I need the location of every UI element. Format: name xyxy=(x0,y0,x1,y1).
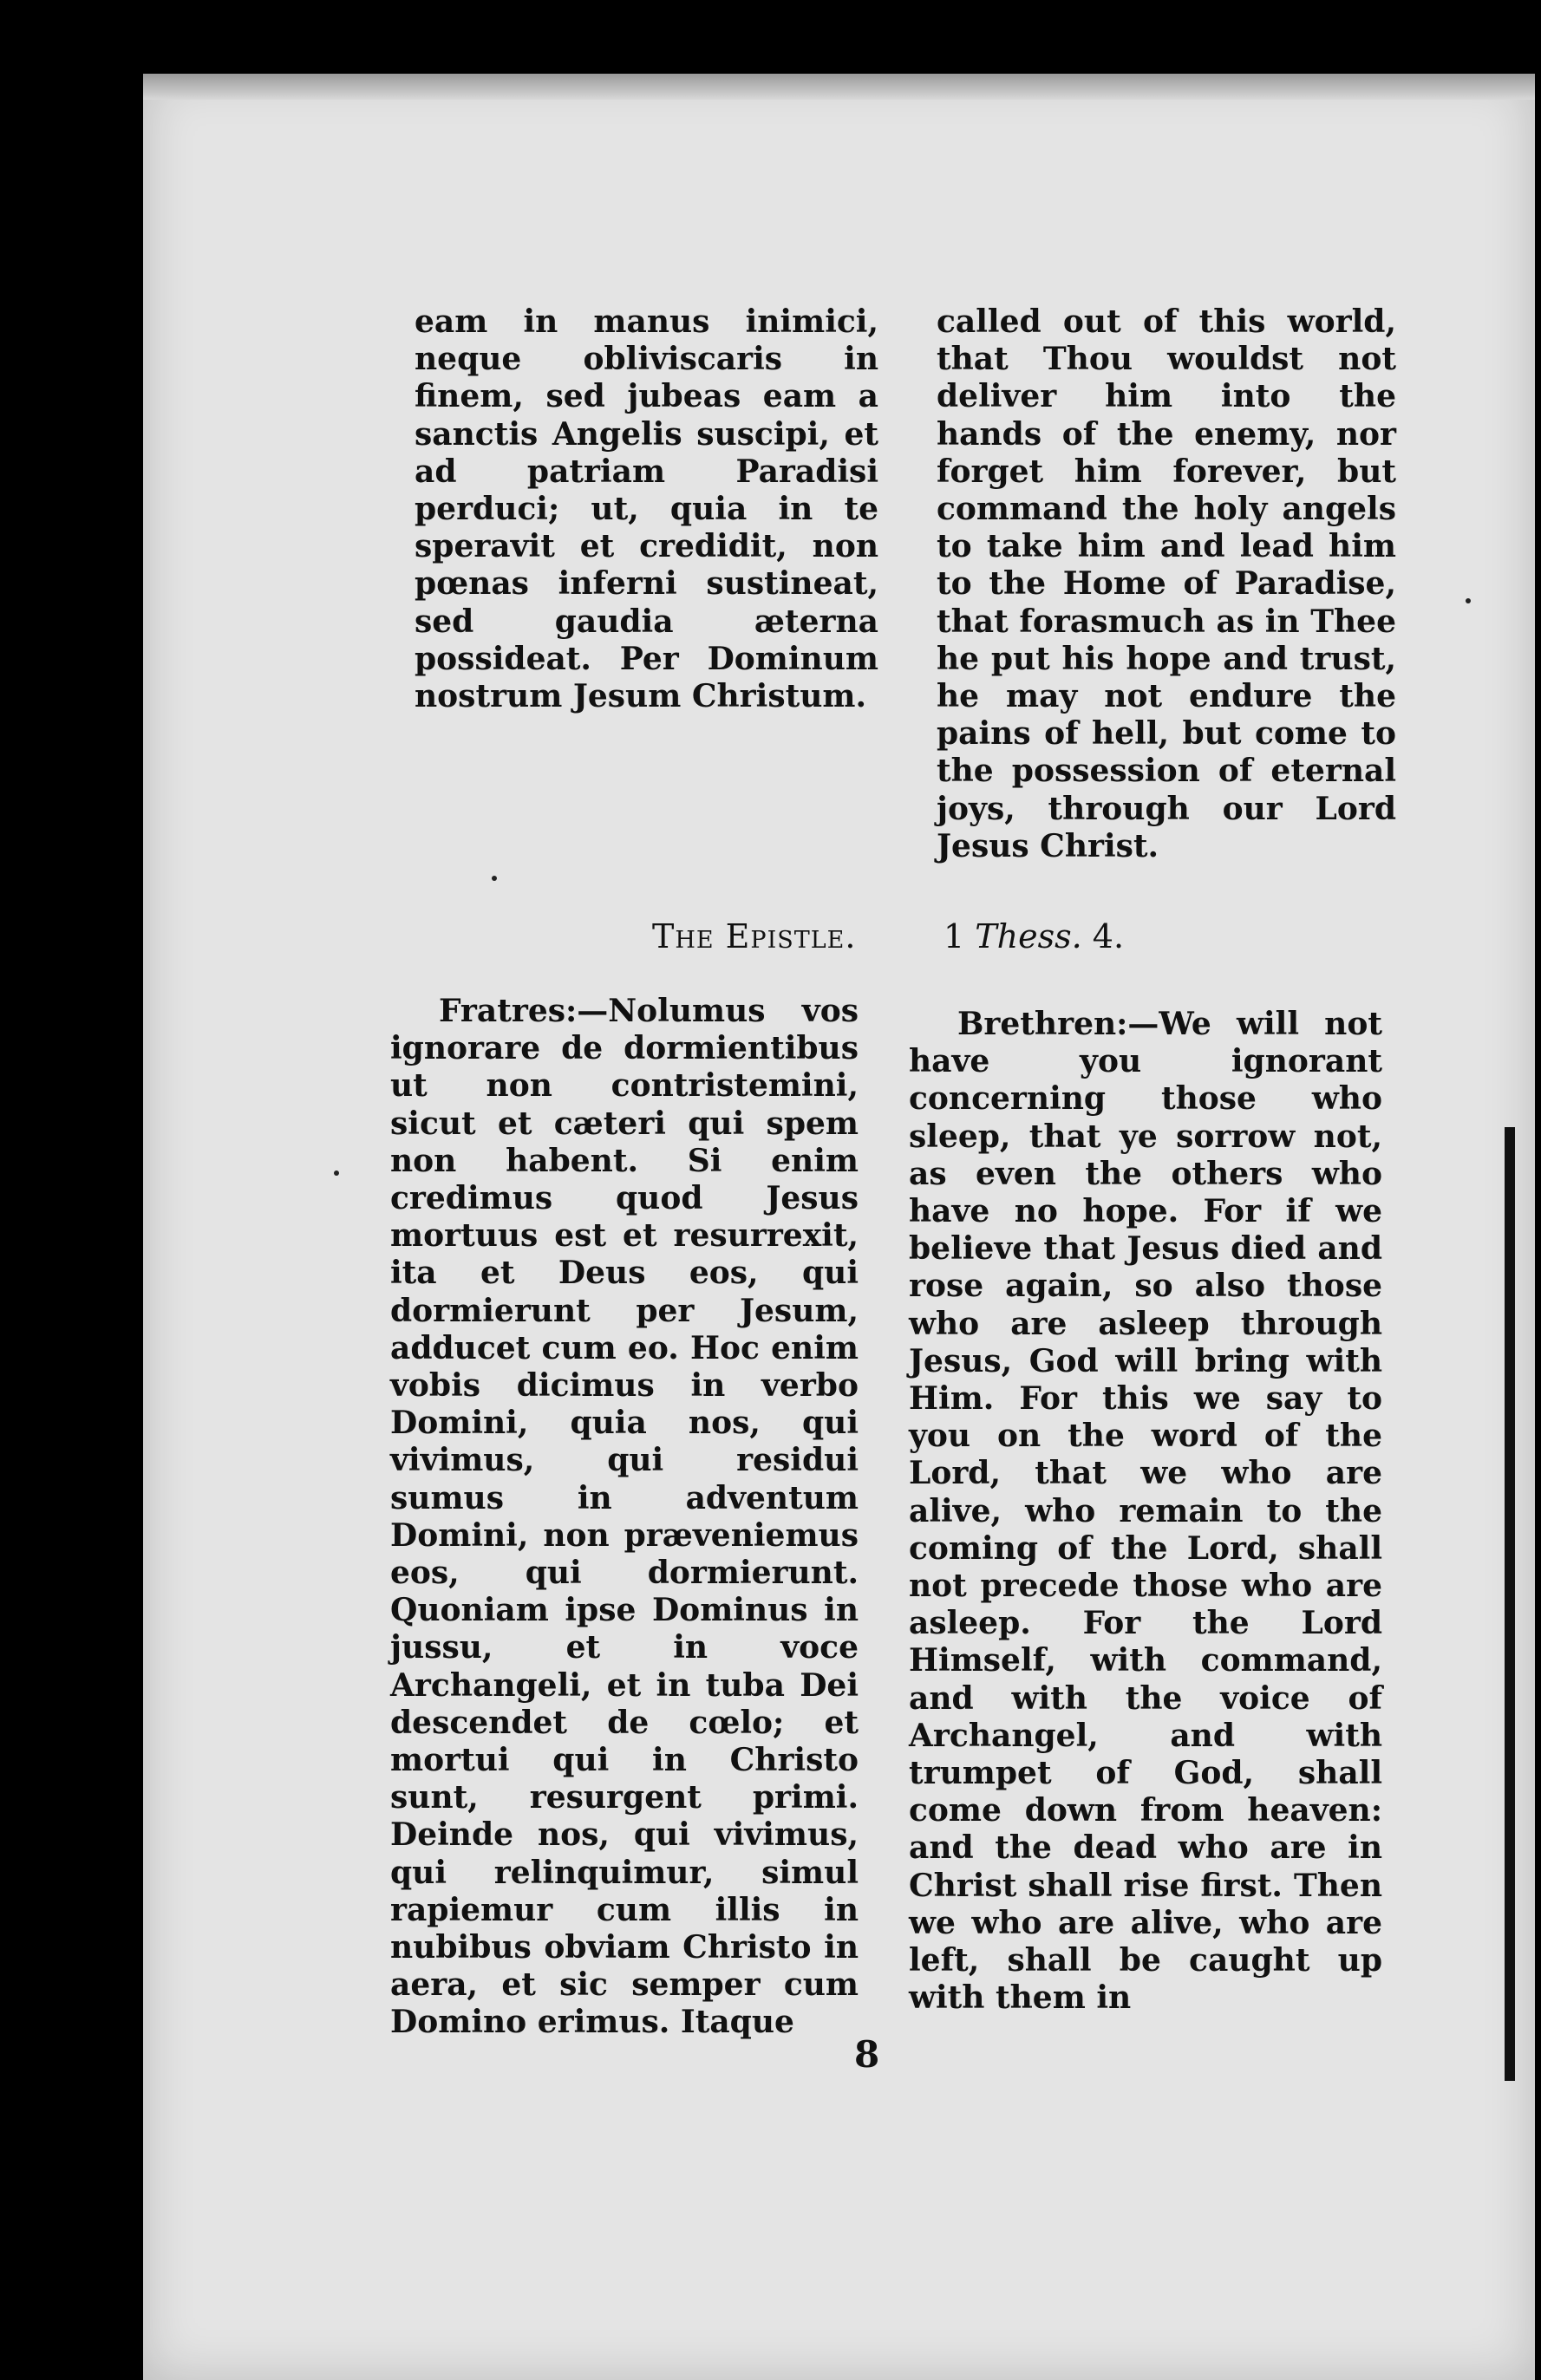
prayer-latin-text: eam in manus inimici, neque obliviscaris in finem, sed jubeas eam a sanctis Angelis suscipi, et ad patriam Paradisi perduci; ut, quia in te speravit et credidit, non pœnas inferni sustineat, sed gaudia æterna possideat. Per Dominum nostrum Jesum Christum. xyxy=(415,303,878,715)
prayer-latin-column xyxy=(415,303,878,715)
epistle-heading: The Epistle. xyxy=(652,917,857,955)
epistle-english-column xyxy=(909,1006,1382,2017)
page-edge-shadow xyxy=(1505,1127,1515,2081)
print-speck xyxy=(334,1170,339,1176)
ref-prefix: 1 xyxy=(944,917,965,955)
epistle-latin-column xyxy=(390,993,859,2042)
epistle-english-text: Brethren:—We will not have you ignorant concerning those who sleep, that ye sorrow not, as even the others who have no hope. For if we believe that Jesus died and rose again, so also those who are asleep through Jesus, God will bring with Him. For this we say to you on the word of the Lord, that we who are alive, who remain to the coming of the Lord, shall not precede those who are asleep. For the Lord Himself, with command, and with the voice of Archangel, and with trumpet of God, shall come down from heaven: and the dead who are in Christ shall rise first. Then we who are alive, who are left, shall be caught up with them in xyxy=(909,1006,1382,2017)
print-speck xyxy=(492,876,497,881)
epistle-latin-text: Fratres:—Nolumus vos ignorare de dormientibus ut non contristemini, sicut et cæteri qui spem non habent. Si enim credimus quod Jesus mortuus est et resurrexit, ita et Deus eos, qui dormierunt per Jesum, adducet cum eo. Hoc enim vobis dicimus in verbo Domini, quia nos, qui vivimus, qui residui sumus in adventum Domini, non præveniemus eos, qui dormierunt. Quoniam ipse Dominus in jussu, et in voce Archangeli, et in tuba Dei descendet de cœlo; et mortui qui in Christo sunt, resurgent primi. Deinde nos, qui vivimus, qui relinquimur, simul rapiemur cum illis in nubibus obviam Christo in aera, et sic semper cum Domino erimus. Itaque xyxy=(390,993,859,2041)
prayer-english-column xyxy=(937,303,1396,865)
ref-chapter: 4. xyxy=(1092,917,1125,955)
page-number: 8 xyxy=(854,2033,880,2076)
ref-book: Thess. xyxy=(975,917,1082,955)
prayer-english-text: called out of this world, that Thou wouldst not deliver him into the hands of the enemy, nor forget him forever, but command the holy angels to take him and lead him to the Home of Paradise, that forasmuch as in Thee he put his hope and trust, he may not endure the pains of hell, but come to the possession of eternal joys, through our Lord Jesus Christ. xyxy=(937,303,1396,864)
epistle-reference xyxy=(944,917,1124,955)
print-speck xyxy=(1466,598,1471,603)
